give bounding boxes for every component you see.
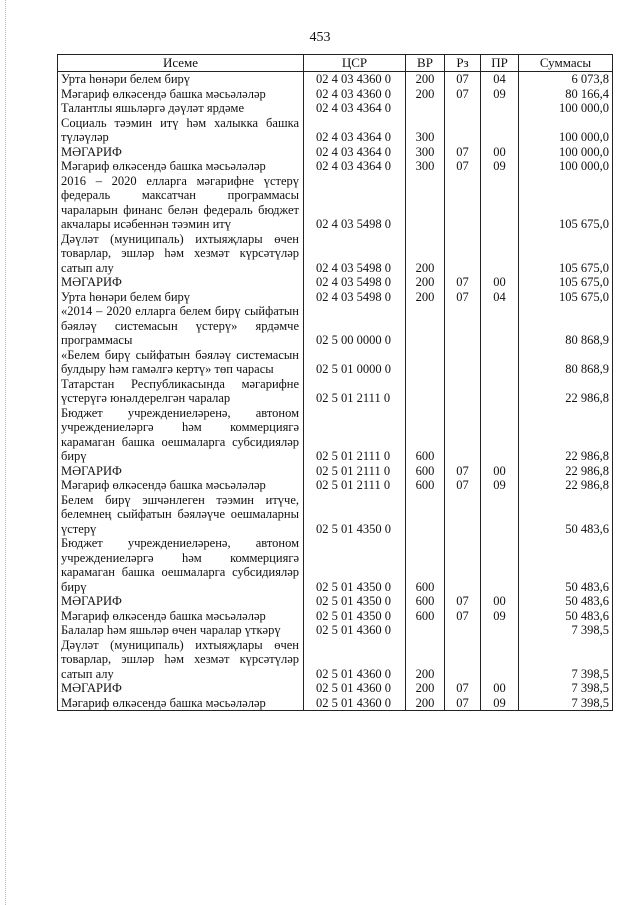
- cell-sum: 7 398,5: [519, 681, 613, 696]
- cell-pr: [481, 232, 519, 276]
- cell-pr: 00: [481, 145, 519, 160]
- cell-rz: [445, 304, 481, 348]
- cell-name: Дәүләт (муниципаль) ихтыяҗлары өчен товарлар, эшләр һәм хезмәт күрсәтүләр сатып алу: [58, 638, 304, 682]
- cell-csr: 02 5 01 2111 0: [304, 464, 406, 479]
- cell-pr: [481, 101, 519, 116]
- cell-csr: 02 4 03 5498 0: [304, 290, 406, 305]
- cell-name: Социаль тәэмин итү һәм халыкка башка түләүләр: [58, 116, 304, 145]
- table-row: [58, 101, 613, 116]
- cell-name: МӘГАРИФ: [58, 594, 304, 609]
- cell-pr: [481, 638, 519, 682]
- cell-name: «Белем бирү сыйфатын бәяләү системасын булдыру һәм гамәлгә кертү» төп чарасы: [58, 348, 304, 377]
- cell-sum: 22 986,8: [519, 377, 613, 406]
- margin-fold-line: [5, 0, 6, 905]
- cell-vr: 200: [406, 290, 445, 305]
- cell-csr: 02 4 03 5498 0: [304, 275, 406, 290]
- cell-csr: 02 4 03 4360 0: [304, 72, 406, 87]
- table-row: [58, 72, 613, 87]
- cell-sum: 50 483,6: [519, 609, 613, 624]
- cell-vr: 600: [406, 478, 445, 493]
- table-row: [58, 159, 613, 174]
- cell-csr: 02 5 01 4360 0: [304, 681, 406, 696]
- cell-csr: 02 4 03 4360 0: [304, 87, 406, 102]
- table-row: [58, 174, 613, 232]
- cell-pr: 09: [481, 87, 519, 102]
- cell-name: МӘГАРИФ: [58, 275, 304, 290]
- cell-vr: [406, 348, 445, 377]
- cell-sum: 80 166,4: [519, 87, 613, 102]
- cell-csr: 02 4 03 5498 0: [304, 232, 406, 276]
- cell-name: Урта һөнәри белем бирү: [58, 290, 304, 305]
- table-row: [58, 377, 613, 406]
- cell-vr: 600: [406, 464, 445, 479]
- cell-rz: 07: [445, 159, 481, 174]
- cell-pr: 00: [481, 464, 519, 479]
- cell-pr: [481, 623, 519, 638]
- cell-rz: [445, 493, 481, 537]
- table-row: [58, 290, 613, 305]
- table-row: [58, 275, 613, 290]
- cell-vr: 200: [406, 87, 445, 102]
- cell-pr: [481, 116, 519, 145]
- cell-sum: 22 986,8: [519, 464, 613, 479]
- table-header-row: [58, 55, 613, 72]
- cell-rz: [445, 232, 481, 276]
- cell-sum: 80 868,9: [519, 348, 613, 377]
- cell-rz: [445, 638, 481, 682]
- table-row: [58, 116, 613, 145]
- table-row: [58, 536, 613, 594]
- cell-rz: 07: [445, 87, 481, 102]
- cell-csr: 02 5 00 0000 0: [304, 304, 406, 348]
- cell-name: МӘГАРИФ: [58, 681, 304, 696]
- cell-csr: 02 5 01 4360 0: [304, 696, 406, 711]
- cell-sum: 22 986,8: [519, 478, 613, 493]
- cell-vr: [406, 377, 445, 406]
- cell-pr: 00: [481, 681, 519, 696]
- header-pr: ПР: [481, 55, 519, 72]
- cell-vr: 200: [406, 681, 445, 696]
- cell-name: Мәгариф өлкәсендә башка мәсьәләләр: [58, 609, 304, 624]
- cell-csr: 02 5 01 4360 0: [304, 638, 406, 682]
- table-row: [58, 87, 613, 102]
- table-row: [58, 304, 613, 348]
- cell-pr: [481, 536, 519, 594]
- cell-rz: [445, 377, 481, 406]
- cell-name: Бюджет учреждениеләренә, автоном учреждениеләргә һәм коммерциягә карамаган башка оешмаларга субсидияләр бирү: [58, 536, 304, 594]
- cell-name: МӘГАРИФ: [58, 145, 304, 160]
- cell-pr: [481, 348, 519, 377]
- cell-csr: 02 5 01 4350 0: [304, 609, 406, 624]
- cell-name: Татарстан Республикасында мәгарифне үстерүгә юнәлдерелгән чаралар: [58, 377, 304, 406]
- table-row: [58, 681, 613, 696]
- cell-rz: [445, 623, 481, 638]
- cell-csr: 02 5 01 2111 0: [304, 406, 406, 464]
- cell-vr: 600: [406, 536, 445, 594]
- cell-rz: [445, 174, 481, 232]
- cell-name: Мәгариф өлкәсендә башка мәсьәләләр: [58, 478, 304, 493]
- cell-vr: [406, 174, 445, 232]
- cell-rz: 07: [445, 290, 481, 305]
- table-row: [58, 348, 613, 377]
- header-vr: ВР: [406, 55, 445, 72]
- cell-sum: 22 986,8: [519, 406, 613, 464]
- cell-name: 2016 – 2020 елларга мәгарифне үстерү федераль максатчан программасы чараларын финанс белән федераль бюджет акчалары исәбеннән тәэмин итү: [58, 174, 304, 232]
- header-csr: ЦСР: [304, 55, 406, 72]
- cell-pr: 09: [481, 609, 519, 624]
- cell-rz: [445, 101, 481, 116]
- cell-name: Дәүләт (муниципаль) ихтыяҗлары өчен товарлар, эшләр һәм хезмәт күрсәтүләр сатып алу: [58, 232, 304, 276]
- cell-vr: [406, 101, 445, 116]
- cell-vr: [406, 623, 445, 638]
- cell-rz: 07: [445, 145, 481, 160]
- cell-csr: 02 4 03 4364 0: [304, 145, 406, 160]
- header-name: Исеме: [58, 55, 304, 72]
- cell-sum: 80 868,9: [519, 304, 613, 348]
- cell-sum: 50 483,6: [519, 536, 613, 594]
- table-row: [58, 623, 613, 638]
- cell-pr: 00: [481, 275, 519, 290]
- cell-vr: 200: [406, 275, 445, 290]
- cell-name: Мәгариф өлкәсендә башка мәсьәләләр: [58, 696, 304, 711]
- cell-sum: 105 675,0: [519, 275, 613, 290]
- cell-rz: 07: [445, 594, 481, 609]
- cell-name: Балалар һәм яшьләр өчен чаралар үткәрү: [58, 623, 304, 638]
- cell-pr: [481, 174, 519, 232]
- cell-sum: 7 398,5: [519, 623, 613, 638]
- cell-name: МӘГАРИФ: [58, 464, 304, 479]
- cell-sum: 100 000,0: [519, 159, 613, 174]
- cell-rz: 07: [445, 681, 481, 696]
- cell-csr: 02 5 01 0000 0: [304, 348, 406, 377]
- header-sum: Суммасы: [519, 55, 613, 72]
- cell-vr: 600: [406, 609, 445, 624]
- cell-pr: [481, 304, 519, 348]
- cell-vr: [406, 493, 445, 537]
- cell-rz: [445, 348, 481, 377]
- cell-rz: 07: [445, 275, 481, 290]
- cell-vr: 200: [406, 72, 445, 87]
- cell-csr: 02 5 01 4350 0: [304, 493, 406, 537]
- cell-name: Бюджет учреждениеләренә, автоном учреждениеләргә һәм коммерциягә карамаган башка оешмаларга субсидияләр бирү: [58, 406, 304, 464]
- table-row: [58, 478, 613, 493]
- cell-rz: 07: [445, 464, 481, 479]
- cell-csr: 02 4 03 4364 0: [304, 159, 406, 174]
- table-row: [58, 638, 613, 682]
- cell-pr: [481, 493, 519, 537]
- cell-pr: [481, 406, 519, 464]
- cell-csr: 02 5 01 4350 0: [304, 594, 406, 609]
- cell-name: Белем бирү эшчәнлеген тәэмин итүче, белемнең сыйфатын бәяләүче оешмаларны үстерү: [58, 493, 304, 537]
- cell-vr: 600: [406, 406, 445, 464]
- cell-pr: 04: [481, 290, 519, 305]
- cell-vr: 200: [406, 232, 445, 276]
- cell-sum: 7 398,5: [519, 638, 613, 682]
- cell-sum: 50 483,6: [519, 493, 613, 537]
- cell-sum: 105 675,0: [519, 290, 613, 305]
- table-row: [58, 594, 613, 609]
- table-row: [58, 493, 613, 537]
- cell-csr: 02 4 03 4364 0: [304, 116, 406, 145]
- cell-sum: 100 000,0: [519, 145, 613, 160]
- cell-pr: 09: [481, 478, 519, 493]
- cell-vr: 300: [406, 159, 445, 174]
- table-body: [58, 72, 613, 711]
- cell-csr: 02 4 03 5498 0: [304, 174, 406, 232]
- cell-vr: [406, 304, 445, 348]
- cell-name: «2014 – 2020 елларга белем бирү сыйфатын бәяләү системасын үстерү» ярдәмче программасы: [58, 304, 304, 348]
- cell-name: Мәгариф өлкәсендә башка мәсьәләләр: [58, 159, 304, 174]
- cell-vr: 200: [406, 696, 445, 711]
- cell-pr: 04: [481, 72, 519, 87]
- cell-rz: 07: [445, 72, 481, 87]
- table-row: [58, 696, 613, 711]
- cell-pr: 00: [481, 594, 519, 609]
- cell-vr: 300: [406, 145, 445, 160]
- cell-rz: 07: [445, 696, 481, 711]
- cell-sum: 7 398,5: [519, 696, 613, 711]
- cell-rz: 07: [445, 609, 481, 624]
- cell-pr: 09: [481, 159, 519, 174]
- cell-name: Мәгариф өлкәсендә башка мәсьәләләр: [58, 87, 304, 102]
- cell-csr: 02 5 01 4350 0: [304, 536, 406, 594]
- header-rz: Рз: [445, 55, 481, 72]
- table-row: [58, 232, 613, 276]
- table-row: [58, 406, 613, 464]
- cell-pr: [481, 377, 519, 406]
- cell-sum: 6 073,8: [519, 72, 613, 87]
- cell-csr: 02 5 01 2111 0: [304, 377, 406, 406]
- cell-sum: 105 675,0: [519, 232, 613, 276]
- table-row: [58, 145, 613, 160]
- cell-vr: 300: [406, 116, 445, 145]
- cell-csr: 02 4 03 4364 0: [304, 101, 406, 116]
- budget-table: [57, 54, 613, 711]
- cell-name: Урта һөнәри белем бирү: [58, 72, 304, 87]
- cell-pr: 09: [481, 696, 519, 711]
- cell-rz: [445, 116, 481, 145]
- table-row: [58, 609, 613, 624]
- cell-csr: 02 5 01 2111 0: [304, 478, 406, 493]
- cell-sum: 100 000,0: [519, 101, 613, 116]
- cell-rz: 07: [445, 478, 481, 493]
- cell-rz: [445, 406, 481, 464]
- cell-rz: [445, 536, 481, 594]
- page-number: 453: [309, 30, 331, 45]
- cell-vr: 200: [406, 638, 445, 682]
- cell-vr: 600: [406, 594, 445, 609]
- table-row: [58, 464, 613, 479]
- cell-name: Талантлы яшьләргә дәүләт ярдәме: [58, 101, 304, 116]
- cell-sum: 105 675,0: [519, 174, 613, 232]
- cell-sum: 50 483,6: [519, 594, 613, 609]
- cell-csr: 02 5 01 4360 0: [304, 623, 406, 638]
- cell-sum: 100 000,0: [519, 116, 613, 145]
